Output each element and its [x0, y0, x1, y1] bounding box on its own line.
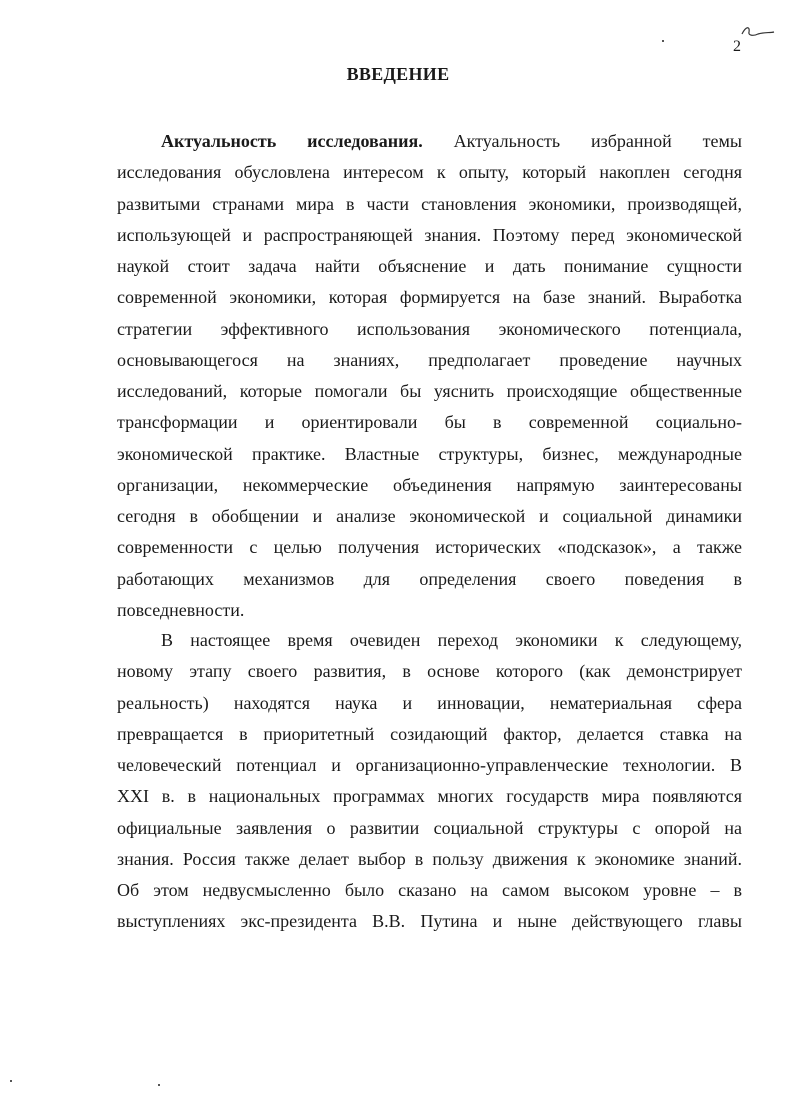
paragraph-line: выступлениях экс-президента В.В. Путина и ныне действующего главы: [117, 911, 742, 932]
page-number: 2: [733, 38, 741, 55]
paragraph-relevance: [117, 126, 742, 626]
paragraph-line: Актуальность исследования. Актуальность избранной темы: [161, 131, 742, 151]
paragraph-line: сегодня в обобщении и анализе экономической и социальной динамики: [117, 506, 742, 526]
paragraph-line: современной экономики, которая формируется на базе знаний. Выработка: [117, 287, 742, 308]
paragraph-line: превращается в приоритетный созидающий фактор, делается ставка на: [117, 723, 742, 744]
paragraph-line: организации, некоммерческие объединения напрямую заинтересованы: [117, 474, 742, 495]
paragraph-line: официальные заявления о развитии социальной структуры с опорой на: [117, 817, 742, 838]
paragraph-line: В настоящее время очевиден переход экономики к следующему,: [161, 630, 742, 650]
paragraph-line: работающих механизмов для определения своего поведения в: [117, 568, 742, 589]
paragraph-line: современности с целью получения исторических «подсказок», а также: [117, 537, 742, 558]
paragraph-line: стратегии эффективного использования экономического потенциала,: [117, 318, 742, 339]
handwritten-mark-icon: [740, 22, 776, 44]
paragraph-line: XXI в. в национальных программах многих государств мира появляются: [117, 786, 742, 807]
paragraph-line: основывающегося на знаниях, предполагает проведение научных: [117, 349, 742, 370]
scan-speck: [158, 1084, 160, 1086]
paragraph-line: развитыми странами мира в части становления экономики, производящей,: [117, 193, 742, 214]
paragraph-line: экономической практике. Властные структуры, бизнес, международные: [117, 443, 742, 464]
scan-speck: [662, 40, 664, 42]
paragraph-line: реальность) находятся наука и инновации, нематериальная сфера: [117, 692, 742, 713]
paragraph-line: наукой стоит задача найти объяснение и дать понимание сущности: [117, 256, 742, 276]
scan-speck: [10, 1080, 12, 1082]
paragraph-line: повседневности.: [117, 599, 245, 620]
section-lead: Актуальность исследования.: [161, 131, 423, 151]
paragraph-line: трансформации и ориентировали бы в современной социально-: [117, 412, 742, 433]
paragraph-line: использующей и распространяющей знания. Поэтому перед экономической: [117, 224, 742, 245]
paragraph-line: человеческий потенциал и организационно-управленческие технологии. В: [117, 755, 742, 775]
paragraph-line: Об этом недвусмысленно было сказано на самом высоком уровне – в: [117, 880, 742, 900]
paragraph-line: исследований, которые помогали бы уяснить происходящие общественные: [117, 381, 742, 401]
page-title: ВВЕДЕНИЕ: [346, 64, 450, 84]
paragraph-line: исследования обусловлена интересом к опыту, который накоплен сегодня: [117, 162, 742, 183]
paragraph-line: новому этапу своего развития, в основе которого (как демонстрирует: [117, 661, 742, 682]
paragraph-transition: [117, 625, 742, 938]
paragraph-line: знания. Россия также делает выбор в пользу движения к экономике знаний.: [117, 848, 742, 869]
